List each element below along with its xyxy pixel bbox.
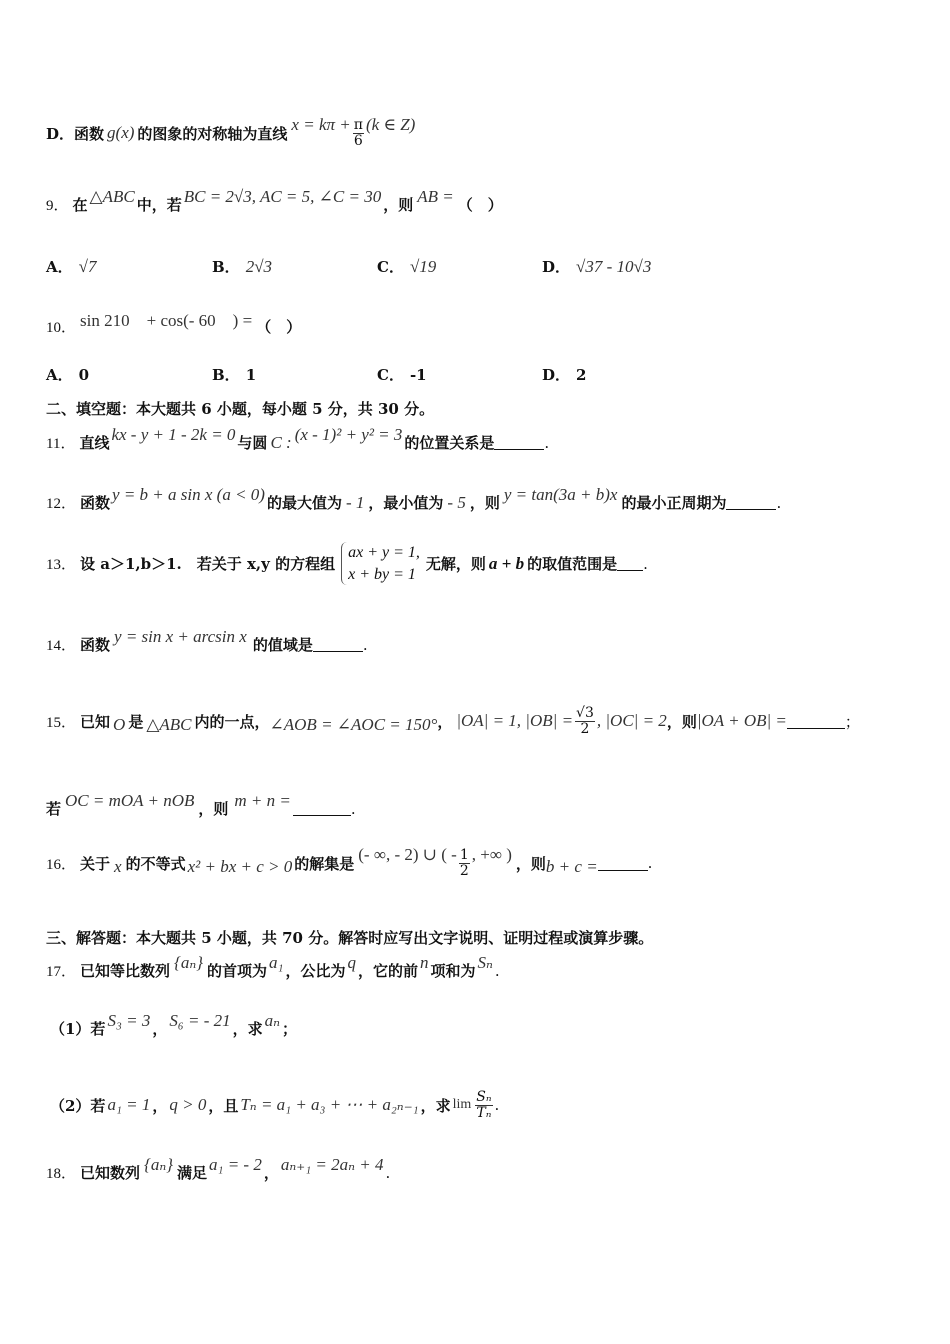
equation-2: x + by = 1 bbox=[348, 565, 416, 583]
text: ， bbox=[437, 712, 453, 731]
numerator: Sₙ bbox=[476, 1089, 492, 1105]
text: ，最小值为 bbox=[368, 494, 444, 512]
question-17-part-2 bbox=[50, 1090, 499, 1120]
q10-option-b bbox=[212, 364, 256, 385]
option-value: √37 - 10√3 bbox=[576, 256, 652, 276]
question-number: 9． bbox=[46, 198, 69, 214]
text: 的位置关系是 bbox=[404, 434, 495, 452]
part-label: （1）若 bbox=[50, 1020, 106, 1038]
math: AB = bbox=[417, 186, 454, 206]
text: 已知 bbox=[80, 712, 111, 731]
q9-option-d bbox=[542, 256, 651, 277]
math: S₃ = 3 bbox=[107, 1010, 151, 1030]
text: . bbox=[362, 635, 368, 654]
math: S₆ = - 21 bbox=[169, 1010, 231, 1030]
numerator: √3 bbox=[576, 705, 594, 721]
math: aₙ bbox=[264, 1010, 281, 1030]
text: 的不等式 bbox=[125, 854, 186, 873]
math: g(x) bbox=[107, 123, 135, 143]
equation-1: ax + y = 1, bbox=[348, 544, 420, 561]
text: 关于 bbox=[80, 854, 111, 873]
question-number: 10． bbox=[46, 320, 77, 336]
math: |OA + OB| = bbox=[696, 711, 787, 731]
text: 的值域是 bbox=[252, 636, 313, 654]
math: - 1 bbox=[345, 492, 365, 512]
math: y = tan(3a + b)x bbox=[503, 484, 618, 504]
math: x bbox=[114, 857, 122, 877]
text: ，则 bbox=[469, 494, 500, 512]
question-17-part-1 bbox=[50, 1010, 298, 1039]
denominator: Tₙ bbox=[476, 1104, 492, 1121]
math: m + n = bbox=[234, 790, 291, 810]
math: aₙ₊₁ = 2aₙ + 4 bbox=[280, 1154, 384, 1174]
text: 的图象的对称轴为直线 bbox=[137, 124, 288, 143]
text: . bbox=[643, 554, 648, 573]
equation-system bbox=[341, 542, 420, 585]
option-value: 1 bbox=[245, 365, 257, 384]
question-14 bbox=[46, 626, 368, 655]
text: 的解集是 bbox=[294, 854, 355, 873]
math: a₁ = 1 bbox=[107, 1095, 151, 1115]
option-label: B． bbox=[212, 258, 240, 276]
math: y = b + a sin x (a < 0) bbox=[112, 484, 265, 504]
math: x = kπ + bbox=[291, 115, 351, 135]
math: |OA| = 1, |OB| = bbox=[456, 711, 574, 731]
answer-blank[interactable] bbox=[598, 856, 648, 871]
part-label: （2）若 bbox=[50, 1096, 106, 1115]
text: . bbox=[776, 493, 782, 512]
math: C : bbox=[270, 432, 292, 452]
text: 设 a＞1,b＞1. 若关于 x,y 的方程组 bbox=[80, 555, 336, 574]
option-value: 0 bbox=[78, 365, 90, 384]
numerator: 1 bbox=[459, 847, 469, 863]
text: ，公比为 bbox=[285, 962, 346, 980]
option-value: -1 bbox=[409, 365, 427, 384]
q10-option-a bbox=[46, 364, 89, 385]
question-16 bbox=[46, 845, 653, 879]
text: ， bbox=[263, 1164, 279, 1182]
text: 无解，则 bbox=[425, 555, 486, 574]
math: - 5 bbox=[447, 492, 466, 512]
option-value: 2√3 bbox=[245, 256, 273, 276]
math: , |OC| = 2 bbox=[596, 711, 667, 731]
text: 项和为 bbox=[430, 962, 476, 980]
answer-blank[interactable] bbox=[313, 637, 363, 652]
text: ， bbox=[152, 1020, 168, 1038]
math: a₁ = - 2 bbox=[209, 1154, 262, 1174]
math: y = sin x + arcsin x bbox=[114, 626, 247, 646]
option-label: A． bbox=[46, 366, 73, 384]
question-10 bbox=[46, 311, 302, 339]
text: 的首项为 bbox=[207, 962, 268, 980]
text: . bbox=[647, 854, 653, 873]
math: b + c = bbox=[545, 857, 598, 877]
q8-option-d bbox=[46, 115, 416, 149]
question-number: 15． bbox=[46, 714, 77, 731]
fraction bbox=[575, 706, 595, 736]
math: {aₙ} bbox=[144, 1154, 174, 1174]
option-label: D． bbox=[542, 258, 571, 276]
text: （ ） bbox=[256, 318, 302, 336]
text: 是 bbox=[128, 712, 144, 731]
math: ∠AOB = ∠AOC = 150° bbox=[269, 715, 438, 735]
math: Tₙ = a₁ + a₃ + ⋯ + a₂ₙ₋₁ bbox=[240, 1095, 419, 1115]
text: 内的一点， bbox=[194, 712, 270, 731]
math: n bbox=[420, 952, 429, 972]
text: ； bbox=[844, 712, 860, 731]
q10-option-c bbox=[377, 364, 427, 385]
question-number: 11． bbox=[46, 436, 76, 452]
option-label: A． bbox=[46, 258, 73, 276]
q9-option-b bbox=[212, 256, 272, 277]
math: BC = 2√3, AC = 5, ∠C = 30 bbox=[183, 186, 382, 206]
math: Sₙ bbox=[477, 952, 493, 972]
question-number: 17． bbox=[46, 964, 77, 980]
question-11 bbox=[46, 424, 550, 453]
text: 函数 bbox=[80, 636, 111, 654]
option-value: 2 bbox=[576, 365, 587, 384]
q9-option-c bbox=[377, 256, 436, 277]
text: 与圆 bbox=[237, 434, 268, 452]
answer-blank[interactable] bbox=[617, 556, 643, 571]
text: 函数 bbox=[74, 124, 105, 143]
text: . bbox=[544, 433, 550, 452]
math: (k ∈ Z) bbox=[365, 115, 416, 135]
text: ，求 bbox=[420, 1096, 451, 1115]
question-12 bbox=[46, 484, 782, 513]
text: 函数 bbox=[80, 494, 111, 512]
option-label: B． bbox=[212, 366, 240, 384]
text: ，则 bbox=[666, 712, 697, 731]
question-9 bbox=[46, 186, 503, 215]
option-label: D． bbox=[542, 366, 571, 384]
text: ，则 bbox=[515, 854, 546, 873]
answer-blank[interactable] bbox=[494, 435, 544, 450]
option-value: √7 bbox=[78, 256, 97, 276]
question-number: 13． bbox=[46, 557, 77, 574]
answer-blank[interactable] bbox=[787, 714, 845, 729]
question-number: 18． bbox=[46, 1166, 77, 1182]
text: 满足 bbox=[177, 1164, 208, 1182]
denominator: 2 bbox=[580, 720, 590, 737]
text: 的最小正周期为 bbox=[621, 494, 727, 512]
text: ，且 bbox=[208, 1096, 239, 1115]
section-2-heading: 二、填空题：本大题共 6 小题，每小题 5 分，共 30 分。 bbox=[46, 400, 435, 418]
text: ， bbox=[152, 1096, 168, 1115]
numerator: π bbox=[353, 117, 363, 133]
math: △ABC bbox=[89, 186, 135, 206]
math: sin 210 + cos(- 60 ) = bbox=[80, 311, 253, 330]
math: x² + bx + c > 0 bbox=[187, 857, 293, 877]
math: kx - y + 1 - 2k = 0 bbox=[111, 424, 236, 444]
text: ，则 bbox=[198, 800, 229, 818]
question-15 bbox=[46, 706, 860, 736]
q9-option-a bbox=[46, 256, 96, 277]
text: ； bbox=[282, 1020, 298, 1038]
math: (- ∞, - 2) ∪ ( - bbox=[358, 845, 457, 865]
question-number: 12． bbox=[46, 496, 77, 512]
math: a + b bbox=[488, 553, 525, 573]
denominator: 2 bbox=[459, 862, 469, 879]
fraction bbox=[353, 118, 364, 148]
answer-blank[interactable] bbox=[726, 495, 776, 510]
text: 直线 bbox=[79, 434, 110, 452]
text: 的最大值为 bbox=[266, 494, 342, 512]
text: 在 bbox=[72, 196, 88, 214]
text: . bbox=[385, 1163, 391, 1182]
denominator: 6 bbox=[353, 132, 363, 149]
section-3-heading: 三、解答题：本大题共 5 小题，共 70 分。解答时应写出文字说明、证明过程或演算步骤。 bbox=[46, 929, 654, 947]
math: , +∞ ) bbox=[471, 845, 512, 865]
text: 中，若 bbox=[136, 196, 182, 214]
text: 已知等比数列 bbox=[80, 962, 171, 980]
q10-option-d bbox=[542, 364, 586, 385]
text: ，则 bbox=[383, 196, 414, 214]
question-17 bbox=[46, 952, 500, 981]
text: . bbox=[494, 961, 500, 980]
text: 的取值范围是 bbox=[527, 555, 618, 574]
text: . bbox=[350, 799, 356, 818]
math: O bbox=[113, 715, 126, 735]
math: q > 0 bbox=[169, 1095, 207, 1115]
option-label: D． bbox=[46, 124, 75, 143]
text: . bbox=[494, 1096, 500, 1115]
option-label: C． bbox=[377, 258, 404, 276]
math: q bbox=[347, 952, 356, 972]
option-label: C． bbox=[377, 366, 404, 384]
fraction bbox=[475, 1090, 492, 1120]
math: lim bbox=[452, 1097, 472, 1113]
text: ，它的前 bbox=[357, 962, 418, 980]
question-number: 16． bbox=[46, 856, 77, 873]
math: (x - 1)² + y² = 3 bbox=[294, 424, 403, 444]
question-18 bbox=[46, 1154, 391, 1183]
math: △ABC bbox=[146, 715, 192, 735]
question-15-part-2 bbox=[46, 790, 356, 818]
option-value: √19 bbox=[409, 256, 437, 276]
fraction bbox=[459, 848, 470, 878]
question-13 bbox=[46, 542, 648, 585]
text: 若 bbox=[46, 800, 62, 818]
math: a₁ bbox=[269, 952, 284, 972]
text: 已知数列 bbox=[80, 1164, 141, 1182]
math: OC = mOA + nOB bbox=[65, 790, 195, 810]
text: ，求 bbox=[232, 1020, 263, 1038]
answer-blank[interactable] bbox=[293, 801, 351, 816]
question-number: 14． bbox=[46, 638, 77, 654]
text: （ ） bbox=[457, 196, 503, 214]
math: {aₙ} bbox=[174, 952, 204, 972]
